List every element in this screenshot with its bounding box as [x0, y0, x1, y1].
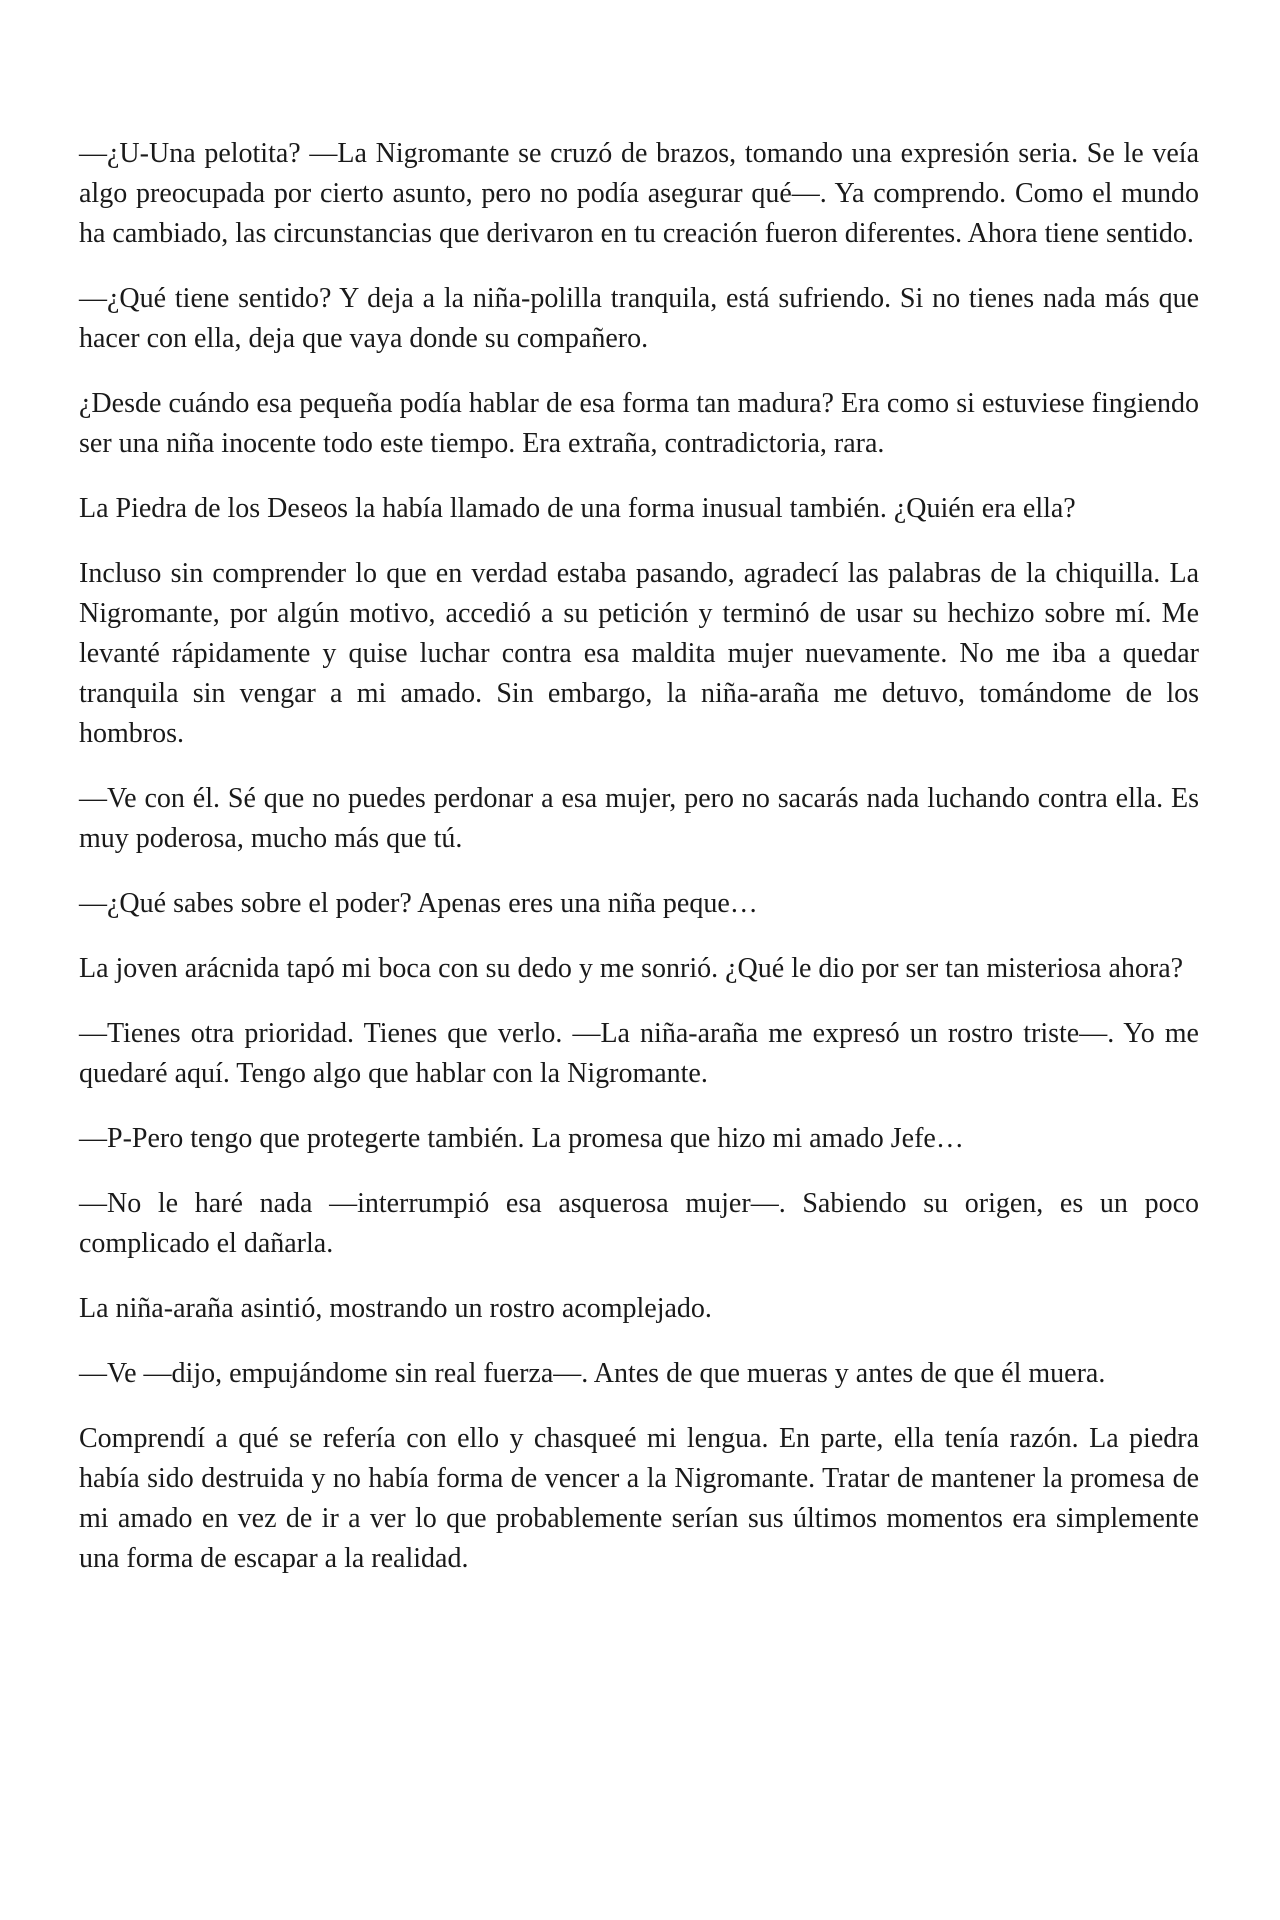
paragraph: —Ve —dijo, empujándome sin real fuerza—. Antes de que mueras y antes de que él muera.: [79, 1358, 1106, 1389]
paragraph: —¿Qué tiene sentido? Y deja a la niña-polilla tranquila, está sufriendo. Si no tienes nada más que hacer con ella, deja que vaya donde su compañero.: [79, 283, 1199, 354]
paragraph: La niña-araña asintió, mostrando un rostro acomplejado.: [79, 1293, 712, 1324]
paragraph: La Piedra de los Deseos la había llamado de una forma inusual también. ¿Quién era ella?: [79, 493, 1076, 524]
paragraph: —Ve con él. Sé que no puedes perdonar a esa mujer, pero no sacarás nada luchando contra ella. Es muy poderosa, mucho más que tú.: [79, 783, 1199, 854]
paragraph: —Tienes otra prioridad. Tienes que verlo. —La niña-araña me expresó un rostro triste—. Yo me quedaré aquí. Tengo algo que hablar con la Nigromante.: [79, 1018, 1199, 1089]
paragraph: ¿Desde cuándo esa pequeña podía hablar de esa forma tan madura? Era como si estuviese fingiendo ser una niña inocente todo este tiempo. Era extraña, contradictoria, rara.: [79, 388, 1199, 459]
paragraph: —¿U-Una pelotita? —La Nigromante se cruzó de brazos, tomando una expresión seria. Se le veía algo preocupada por cierto asunto, pero no podía asegurar qué—. Ya comprendo. Como el mundo ha cambiado, las circunstancias que derivaron en tu creación fueron diferentes. Ahora tiene sentido.: [79, 138, 1199, 249]
paragraph: Incluso sin comprender lo que en verdad estaba pasando, agradecí las palabras de la chiquilla. La Nigromante, por algún motivo, accedió a su petición y terminó de usar su hechizo sobre mí. Me levanté rápidamente y quise luchar contra esa maldita mujer nuevamente. No me iba a quedar tranquila sin vengar a mi amado. Sin embargo, la niña-araña me detuvo, tomándome de los hombros.: [79, 558, 1199, 749]
paragraph: —No le haré nada —interrumpió esa asquerosa mujer—. Sabiendo su origen, es un poco complicado el dañarla.: [79, 1188, 1199, 1259]
document-body: [79, 134, 1199, 1604]
paragraph: —¿Qué sabes sobre el poder? Apenas eres una niña peque…: [79, 888, 758, 919]
paragraph: —P-Pero tengo que protegerte también. La promesa que hizo mi amado Jefe…: [79, 1123, 964, 1154]
paragraph: La joven arácnida tapó mi boca con su dedo y me sonrió. ¿Qué le dio por ser tan misteriosa ahora?: [79, 953, 1184, 984]
paragraph: Comprendí a qué se refería con ello y chasqueé mi lengua. En parte, ella tenía razón. La piedra había sido destruida y no había forma de vencer a la Nigromante. Tratar de mantener la promesa de mi amado en vez de ir a ver lo que probablemente serían sus últimos momentos era simplemente una forma de escapar a la realidad.: [79, 1423, 1199, 1574]
